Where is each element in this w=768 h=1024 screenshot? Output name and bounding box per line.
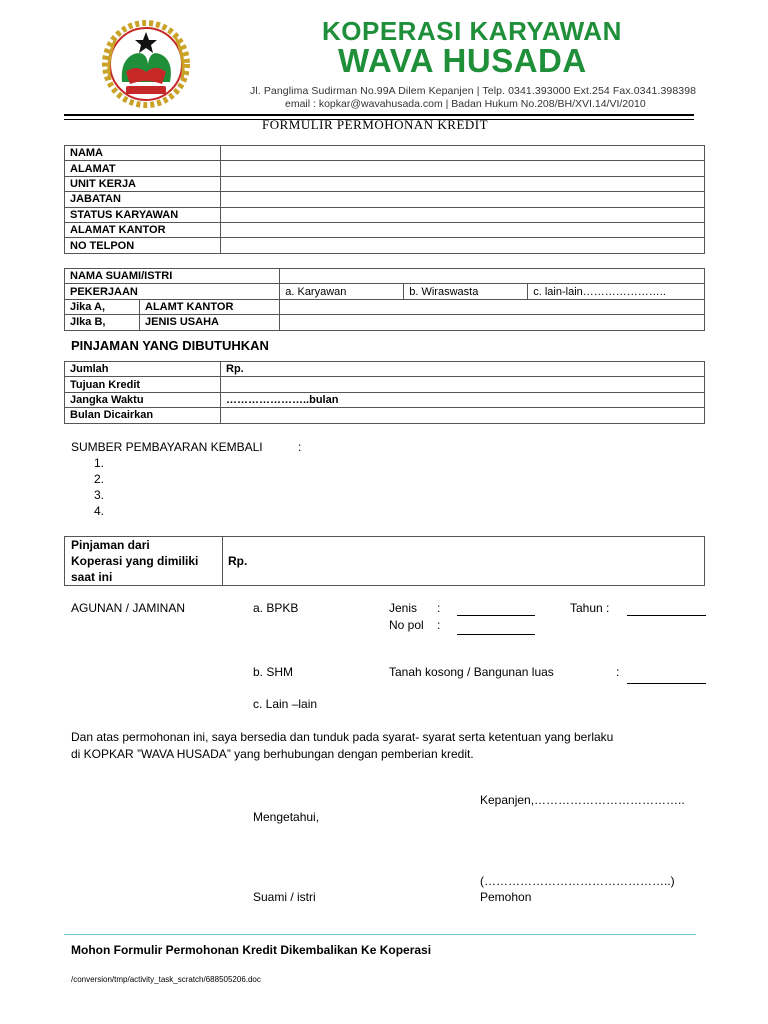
jenis-label: Jenis — [389, 601, 418, 615]
table-row — [65, 146, 705, 161]
disbursement-month-field[interactable] — [221, 408, 705, 423]
purpose-field[interactable] — [221, 377, 705, 392]
table-row — [65, 161, 705, 176]
list-item[interactable]: 2. — [94, 472, 105, 486]
job-option-entrepreneur[interactable]: b. Wiraswasta — [404, 284, 528, 299]
table-row — [65, 207, 705, 222]
job-option-other[interactable]: c. lain-lain………………….. — [528, 284, 705, 299]
phone-field[interactable] — [221, 238, 705, 253]
business-type-field[interactable] — [280, 315, 705, 330]
header-divider-thick — [64, 114, 694, 116]
org-name-line2: WAVA HUSADA — [338, 42, 587, 79]
if-b-field-label: JENIS USAHA — [140, 315, 280, 330]
personal-data-table — [64, 145, 705, 254]
office-address-field[interactable] — [221, 222, 705, 237]
table-row — [65, 377, 705, 392]
cooperative-emblem-icon — [96, 20, 198, 108]
if-a-label: Jika A, — [65, 299, 140, 314]
jenis-colon: : — [437, 601, 441, 615]
statement-line2: di KOPKAR ”WAVA HUSADA” yang berhubungan dengan pemberian kredit. — [71, 747, 474, 761]
row-label: Jumlah — [65, 362, 221, 377]
row-label: Tujuan Kredit — [65, 377, 221, 392]
row-label: ALAMAT — [65, 161, 221, 176]
nopol-field[interactable] — [457, 620, 535, 635]
existing-loan-table — [64, 536, 705, 586]
tahun-label: Tahun : — [570, 601, 610, 615]
form-title: FORMULIR PERMOHONAN KREDIT — [262, 117, 489, 132]
list-item[interactable]: 4. — [94, 504, 105, 518]
row-label: ALAMAT KANTOR — [65, 222, 221, 237]
applicant-name-field[interactable]: (………………………………………..) — [480, 874, 675, 888]
org-email-legal: email : kopkar@wavahusada.com | Badan Hukum No.208/BH/XVI.14/VI/2010 — [285, 98, 646, 110]
name-field[interactable] — [221, 146, 705, 161]
footer-note: Mohon Formulir Permohonan Kredit Dikembalikan Ke Koperasi — [71, 943, 432, 957]
existing-loan-amount-field[interactable]: Rp. — [223, 537, 705, 586]
spouse-signature-label: Suami / istri — [253, 890, 316, 904]
table-row — [65, 176, 705, 191]
tahun-field[interactable] — [627, 601, 706, 616]
repayment-colon: : — [298, 440, 302, 454]
applicant-signature-label: Pemohon — [480, 890, 532, 904]
statement-line1: Dan atas permohonan ini, saya bersedia dan tunduk pada syarat- syarat serta ketentuan yang berlaku — [71, 730, 614, 744]
table-row — [65, 299, 705, 314]
existing-loan-label-line1: Pinjaman dari — [71, 538, 150, 552]
repayment-source-title: SUMBER PEMBAYARAN KEMBALI — [71, 440, 263, 454]
amount-field[interactable]: Rp. — [221, 362, 705, 377]
loan-table — [64, 361, 705, 424]
spouse-name-field[interactable] — [280, 269, 705, 284]
collateral-title: AGUNAN / JAMINAN — [71, 601, 186, 615]
org-name-line1: KOPERASI KARYAWAN — [322, 16, 622, 46]
table-row — [65, 392, 705, 407]
position-field[interactable] — [221, 192, 705, 207]
list-item[interactable]: 1. — [94, 456, 105, 470]
table-row — [65, 537, 705, 586]
table-row — [65, 315, 705, 330]
nopol-label: No pol — [389, 618, 424, 632]
footer-divider — [64, 934, 696, 935]
if-b-label: JIka B, — [65, 315, 140, 330]
org-address: Jl. Panglima Sudirman No.99A Dilem Kepanjen | Telp. 0341.393000 Ext.254 Fax.0341.398398 — [250, 85, 697, 97]
table-row — [65, 408, 705, 423]
job-label: PEKERJAAN — [65, 284, 280, 299]
place-date-field[interactable]: Kepanjen,……………………………….. — [480, 793, 685, 807]
statement-paragraph — [71, 729, 731, 763]
footer-file-path: /conversion/tmp/activity_task_scratch/688505206.doc — [71, 975, 261, 984]
table-row — [65, 284, 705, 299]
row-label: Bulan Dicairkan — [65, 408, 221, 423]
table-row — [65, 222, 705, 237]
row-label: JABATAN — [65, 192, 221, 207]
existing-loan-label-line3: saat ini — [71, 570, 113, 584]
collateral-option-shm[interactable]: b. SHM — [253, 665, 294, 679]
table-row — [65, 269, 705, 284]
land-colon: : — [616, 665, 620, 679]
existing-loan-label-line2: Koperasi yang dimiliki — [71, 554, 199, 568]
job-option-employee[interactable]: a. Karyawan — [280, 284, 404, 299]
spouse-office-address-field[interactable] — [280, 299, 705, 314]
spouse-data-table — [64, 268, 705, 331]
existing-loan-label — [65, 537, 223, 586]
jenis-field[interactable] — [457, 601, 535, 616]
row-label: STATUS KARYAWAN — [65, 207, 221, 222]
table-row — [65, 238, 705, 253]
acknowledged-label: Mengetahui, — [253, 810, 320, 824]
employee-status-field[interactable] — [221, 207, 705, 222]
table-row — [65, 362, 705, 377]
loan-section-title: PINJAMAN YANG DIBUTUHKAN — [71, 338, 269, 353]
list-item[interactable]: 3. — [94, 488, 105, 502]
row-label: NAMA — [65, 146, 221, 161]
row-label: Jangka Waktu — [65, 392, 221, 407]
table-row — [65, 192, 705, 207]
collateral-option-other[interactable]: c. Lain –lain — [253, 697, 318, 711]
row-label: UNIT KERJA — [65, 176, 221, 191]
spouse-name-label: NAMA SUAMI/ISTRI — [65, 269, 280, 284]
collateral-option-bpkb[interactable]: a. BPKB — [253, 601, 299, 615]
address-field[interactable] — [221, 161, 705, 176]
land-building-label: Tanah kosong / Bangunan luas — [389, 665, 554, 679]
if-a-field-label: ALAMT KANTOR — [140, 299, 280, 314]
work-unit-field[interactable] — [221, 176, 705, 191]
land-area-field[interactable] — [627, 669, 706, 684]
row-label: NO TELPON — [65, 238, 221, 253]
nopol-colon: : — [437, 618, 441, 632]
term-field[interactable]: …………………..bulan — [221, 392, 705, 407]
